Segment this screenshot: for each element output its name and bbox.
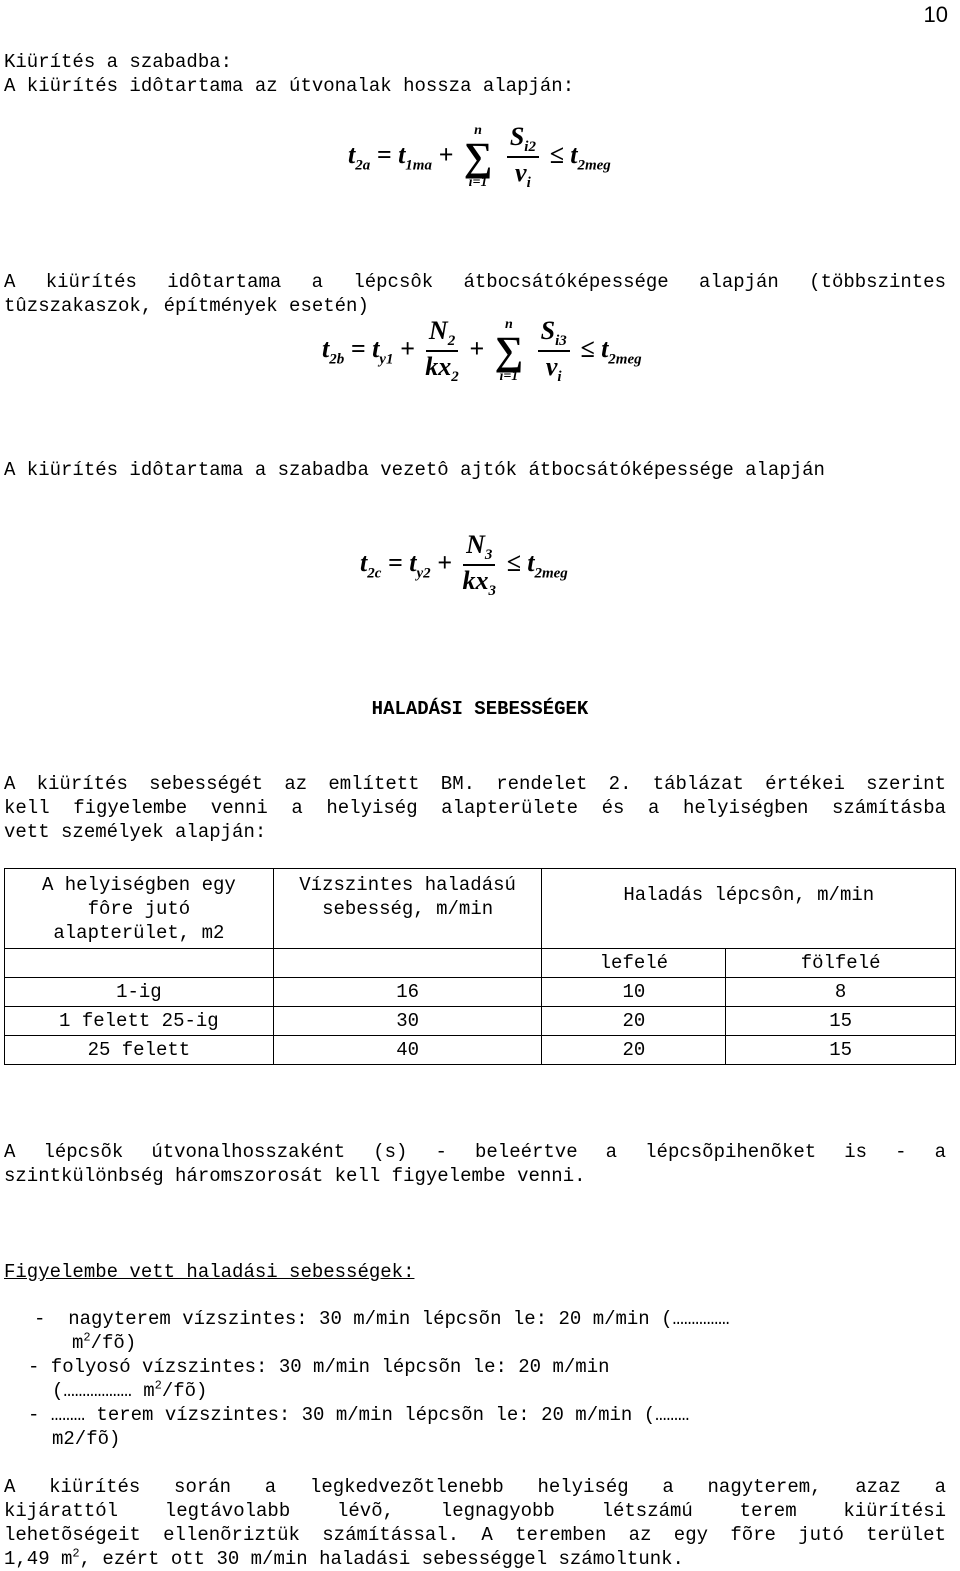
fraction: $\frac{N_2}{kx_2}$	[425, 316, 459, 386]
header-horizontal-speed: Vízszintes haladású sebesség, m/min	[273, 869, 542, 949]
intro-line-2: A kiürítés idôtartama az útvonalak hossza alapján:	[4, 75, 575, 97]
subheader-up: fölfelé	[726, 949, 956, 978]
fraction: $\frac{S_{i2}}{v_i}$	[507, 122, 539, 192]
para1-line-1: A kiürítés sebességét az említett BM. rendelet 2. táblázat értékei szerint	[4, 773, 946, 795]
formula-t2b: $t_{2b} = t_{y1}$ + $\frac{N_2}{kx_2}$ + n ∑ i=1 $\frac{S_{i3}}{v_i}$ ≤ $t_{2meg}$	[322, 316, 642, 386]
table-cell: 1 felett 25-ig	[5, 1007, 274, 1036]
formula-t2a: $t_{2a} = t_{1ma}$ + n ∑ i=1 $\frac{S_{i2}}{v_i}$ ≤ $t_{2meg}$	[348, 122, 611, 192]
intro-line-1: Kiürítés a szabadba:	[4, 51, 233, 73]
table-cell: 10	[542, 978, 726, 1007]
list-item-1-line-2: $m^2/fõ$)	[72, 1330, 137, 1354]
summation-symbol: n ∑ i=1	[494, 317, 524, 385]
para1-line-2: kell figyelembe venni a helyiség alapterülete és a helyiségben számításba	[4, 797, 946, 819]
para1-line-3: vett személyek alapján:	[4, 821, 267, 843]
list-item-3-line-2: m2/fõ)	[52, 1428, 121, 1450]
list-item-3-line-1: - ……… terem vízszintes: 30 m/min lépcsõn le: 20 m/min (………	[28, 1404, 690, 1426]
header-area: A helyiségben egy fôre jutó alapterület, m2	[5, 869, 274, 949]
section-heading: HALADÁSI SEBESSÉGEK	[371, 698, 589, 720]
table-cell: 40	[273, 1036, 542, 1065]
list-item-1-line-1: - nagyterem vízszintes: 30 m/min lépcsõn le: 20 m/min (……………	[34, 1308, 730, 1330]
table-cell: 8	[726, 978, 956, 1007]
header-stair-speed: Haladás lépcsôn, m/min	[542, 869, 956, 949]
table-cell: 30	[273, 1007, 542, 1036]
para2-line-2: szintkülönbség háromszorosát kell figyelembe venni.	[4, 1165, 586, 1187]
table-cell: 15	[726, 1007, 956, 1036]
section2-line-1: A kiürítés idôtartama a lépcsôk átbocsátóképessége alapján (többszintes	[4, 271, 946, 293]
section3-line-1: A kiürítés idôtartama a szabadba vezetô ajtók átbocsátóképessége alapján	[4, 459, 825, 481]
page-number: 10	[923, 2, 948, 27]
table-cell: 16	[273, 978, 542, 1007]
para3-line-4: 1,49 $m^2$, ezért ott 30 m/min haladási sebességgel számoltunk.	[4, 1546, 684, 1570]
table-cell: 1-ig	[5, 978, 274, 1007]
para3-line-1: A kiürítés során a legkedvezõtlenebb helyiség a nagyterem, azaz a	[4, 1476, 946, 1498]
table-cell: 20	[542, 1036, 726, 1065]
fraction: $\frac{S_{i3}}{v_i}$	[538, 316, 570, 386]
speed-table	[4, 868, 956, 1065]
table-cell: 20	[542, 1007, 726, 1036]
section2-line-2: tûzszakaszok, építmények esetén)	[4, 295, 369, 317]
table-row	[5, 1036, 956, 1065]
fraction: $\frac{N_3}{kx_3}$	[462, 530, 496, 600]
table-cell: 15	[726, 1036, 956, 1065]
para3-line-3: lehetõségeit ellenõriztük számítással. A teremben az egy fõre jutó terület	[4, 1524, 946, 1546]
table-row	[5, 1007, 956, 1036]
para3-line-2: kijárattól legtávolabb lévõ, legnagyobb létszámú terem kiürítési	[4, 1500, 946, 1522]
considered-title: Figyelembe vett haladási sebességek:	[4, 1261, 415, 1283]
table-cell: 25 felett	[5, 1036, 274, 1065]
summation-symbol: n ∑ i=1	[463, 123, 493, 191]
formula-t2c: $t_{2c} = t_{y2}$ + $\frac{N_3}{kx_3}$ ≤ $t_{2meg}$	[360, 530, 568, 600]
subheader-down: lefelé	[542, 949, 726, 978]
para2-line-1: A lépcsõk útvonalhosszaként (s) - beleértve a lépcsõpihenõket is - a	[4, 1141, 946, 1163]
list-item-2-line-2: (……………… $m^2/fõ$)	[52, 1378, 208, 1402]
table-row	[5, 978, 956, 1007]
list-item-2-line-1: - folyosó vízszintes: 30 m/min lépcsõn le: 20 m/min	[28, 1356, 610, 1378]
